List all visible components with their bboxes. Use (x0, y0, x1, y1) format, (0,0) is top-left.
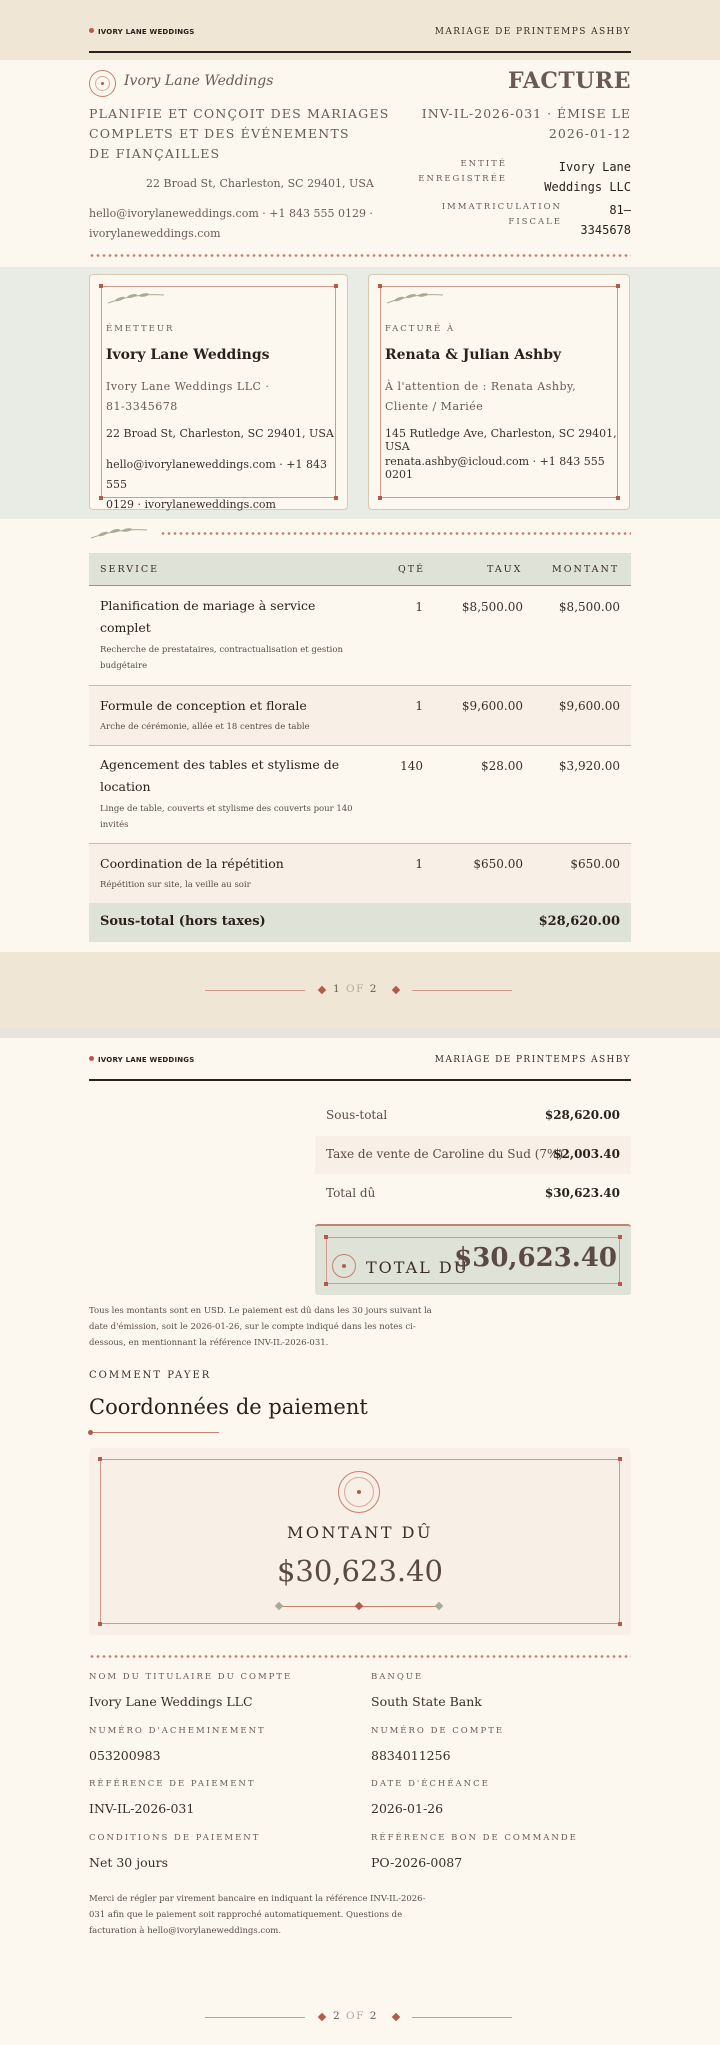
footer-line: facturation à hello@ivorylaneweddings.com. (89, 1926, 282, 1936)
row-amount: $650.00 (570, 857, 620, 871)
row-sub: Arche de cérémonie, allée et 18 centres de table (100, 722, 310, 732)
billed-attn (385, 377, 576, 417)
issuer-name: Ivory Lane Weddings (106, 347, 270, 363)
contact-line: hello@ivorylaneweddings.com · +1 843 555 0129 · (89, 207, 373, 220)
table-row (89, 686, 631, 745)
row-sub: Répétition sur site, la veille au soir (100, 880, 251, 890)
row-title: Coordination de la répétition (100, 856, 284, 871)
row-sub-line: Recherche de prestataires, contractualisation et gestion (100, 645, 343, 655)
amount-due-label: MONTANT DÛ (287, 1523, 433, 1542)
leaf-sprig-icon (385, 291, 445, 305)
footer-note (89, 1891, 425, 1939)
tagline-line: COMPLETS ET DES ÉVÉNEMENTS (89, 126, 350, 141)
doc-title: FACTURE (507, 68, 631, 94)
total-due-box (315, 1224, 631, 1295)
col-qty: QTÉ (398, 564, 426, 575)
subtotal-value: $28,620.00 (538, 914, 620, 929)
issuer-legal (106, 377, 269, 417)
field-label: CONDITIONS DE PAIEMENT (89, 1833, 261, 1843)
header-brand-text: IVORY LANE WEDDINGS (98, 1056, 195, 1064)
field-value: 053200983 (89, 1748, 161, 1763)
row-qty: 1 (415, 857, 423, 871)
totals-row (315, 1136, 631, 1174)
row-qty: 140 (400, 759, 423, 773)
header-rule (89, 51, 631, 53)
pager-current: 2 (333, 2010, 342, 2022)
field-value: 8834011256 (371, 1748, 451, 1763)
company-contact (89, 204, 373, 244)
field-label: NUMÉRO DE COMPTE (371, 1726, 505, 1736)
pager-current: 1 (333, 983, 342, 995)
note-line: Tous les montants sont en USD. Le paiement est dû dans les 30 jours suivant la (89, 1306, 432, 1316)
totals-label: Taxe de vente de Caroline du Sud (7%) (326, 1147, 564, 1161)
billed-name: Renata & Julian Ashby (385, 347, 562, 363)
header-brand-text: IVORY LANE WEDDINGS (98, 28, 195, 36)
diamond-icon (318, 2013, 326, 2021)
pager-of: OF (346, 2010, 365, 2022)
invoice-date: 2026-01-12 (548, 126, 631, 141)
footer-line: Merci de régler par virement bancaire en indiquant la référence INV-IL-2026- (89, 1894, 426, 1904)
row-qty: 1 (415, 600, 423, 614)
entity-value (544, 157, 631, 197)
entity-label-line: ENREGISTRÉE (418, 174, 507, 184)
row-amount: $9,600.00 (558, 699, 620, 713)
row-sub-line: invités (100, 820, 129, 830)
field-label: NOM DU TITULAIRE DU COMPTE (89, 1672, 293, 1682)
note-line: dessous, en mentionnant la référence INV-IL-2026-031. (89, 1338, 329, 1348)
seal-icon (338, 1471, 380, 1513)
dotted-divider (89, 254, 631, 257)
field-value: PO-2026-0087 (371, 1855, 463, 1870)
logo-script: Ivory Lane Weddings (124, 73, 274, 89)
subtotal-row (89, 903, 631, 942)
issuer-contact-line: hello@ivorylaneweddings.com · +1 843 555 (106, 458, 327, 491)
totals-value: $28,620.00 (544, 1108, 620, 1122)
row-title-line: Agencement des tables et stylisme de (100, 757, 340, 772)
field-value: Net 30 jours (89, 1855, 169, 1870)
row-sub-line: Linge de table, couverts et stylisme des couverts pour 140 (100, 804, 353, 814)
totals-value: $30,623.40 (544, 1186, 620, 1200)
dotted-divider (89, 1655, 631, 1658)
header-event-title: MARIAGE DE PRINTEMPS ASHBY (434, 1055, 631, 1065)
header-event-title: MARIAGE DE PRINTEMPS ASHBY (434, 27, 631, 37)
row-title-line: location (100, 779, 151, 794)
pager-line (412, 2017, 512, 2018)
seal-icon (332, 1254, 356, 1278)
entity-label-line: ENTITÉ (460, 159, 507, 169)
entity-value-line: Ivory Lane (558, 160, 631, 174)
pager-line (205, 2017, 305, 2018)
subtotal-label: Sous-total (hors taxes) (100, 914, 266, 929)
reg-value (580, 200, 631, 240)
totals-label: Sous-total (326, 1108, 388, 1122)
footer-line: 031 afin que le paiement soit rapproché automatiquement. Questions de (89, 1910, 403, 1920)
row-sub (100, 642, 343, 674)
row-rate: $28.00 (481, 759, 523, 773)
issuer-card (89, 274, 348, 510)
field-value: South State Bank (371, 1694, 482, 1709)
pager-total: 2 (369, 2010, 378, 2022)
payment-heading: Coordonnées de paiement (89, 1395, 368, 1419)
issuer-legal-line: Ivory Lane Weddings LLC · (106, 380, 270, 393)
leaf-sprig-icon (89, 526, 149, 540)
header-rule (89, 1079, 631, 1081)
amount-due-card (89, 1448, 631, 1635)
invoice-meta (422, 104, 631, 144)
table-row (89, 587, 631, 685)
field-label: DATE D'ÉCHÉANCE (371, 1779, 490, 1789)
issuer-legal-line: 81-3345678 (106, 400, 178, 413)
entity-value-line: Weddings LLC (544, 180, 631, 194)
page-gap (0, 1028, 720, 1038)
pager-1 (333, 983, 378, 995)
field-label: RÉFÉRENCE DE PAIEMENT (89, 1779, 256, 1789)
row-amount: $8,500.00 (558, 600, 620, 614)
totals-label: Total dû (326, 1186, 376, 1200)
field-value: 2026-01-26 (371, 1801, 444, 1816)
row-title (100, 595, 315, 639)
note-line: date d'émission, soit le 2026-01-26, sur le compte indiqué dans les notes ci- (89, 1322, 416, 1332)
diamond-icon (392, 2013, 400, 2021)
underline-dot-icon (88, 1430, 93, 1435)
billed-attn-line: À l'attention de : Renata Ashby, (385, 380, 577, 393)
invoice-number: INV-IL-2026-031 · ÉMISE LE (421, 106, 631, 121)
heading-underline (89, 1432, 219, 1433)
row-title (100, 754, 339, 798)
issuer-label: ÉMETTEUR (106, 324, 175, 334)
issuer-contact-line: 0129 · ivorylaneweddings.com (106, 498, 276, 511)
reg-value-line: 81– (609, 203, 631, 217)
pager-line (205, 990, 305, 991)
field-value: INV-IL-2026-031 (89, 1801, 195, 1816)
row-rate: $650.00 (473, 857, 523, 871)
entity-label (418, 157, 507, 187)
pager-of: OF (346, 983, 365, 995)
row-amount: $3,920.00 (558, 759, 620, 773)
col-amount: MONTANT (552, 564, 620, 575)
pager-line (412, 990, 512, 991)
row-title-line: complet (100, 620, 151, 635)
reg-label-line: IMMATRICULATION (441, 202, 562, 212)
amount-due-value: $30,623.40 (276, 1554, 444, 1588)
total-due-value: $30,623.40 (454, 1243, 617, 1273)
billed-address: 145 Rutledge Ave, Charleston, SC 29401, USA (385, 427, 617, 453)
field-label: NUMÉRO D'ACHEMINEMENT (89, 1726, 266, 1736)
dotted-divider (160, 532, 631, 535)
field-value: Ivory Lane Weddings LLC (89, 1694, 253, 1709)
payment-note (89, 1303, 432, 1351)
brand-dot-icon (89, 28, 94, 33)
col-rate: TAUX (487, 564, 523, 575)
row-title-line: Planification de mariage à service (100, 598, 316, 613)
billed-card (368, 274, 630, 510)
row-rate: $8,500.00 (461, 600, 523, 614)
table-row (89, 746, 631, 843)
field-label: BANQUE (371, 1672, 424, 1682)
row-rate: $9,600.00 (461, 699, 523, 713)
col-service: SERVICE (100, 564, 160, 575)
header-brand (89, 28, 195, 36)
pager-2 (333, 2010, 378, 2022)
issuer-address: 22 Broad St, Charleston, SC 29401, USA (106, 427, 334, 440)
leaf-sprig-icon (106, 291, 166, 305)
reg-label-line: FISCALE (508, 217, 562, 227)
tagline-line: PLANIFIE ET CONÇOIT DES MARIAGES (89, 106, 390, 121)
billed-label: FACTURÉ À (385, 324, 456, 334)
totals-value: $2,003.40 (553, 1147, 620, 1161)
table-header (89, 553, 631, 586)
row-qty: 1 (415, 699, 423, 713)
logo-seal-icon (89, 70, 116, 97)
billed-contact: renata.ashby@icloud.com · +1 843 555 0201 (385, 455, 605, 481)
field-label: RÉFÉRENCE BON DE COMMANDE (371, 1833, 578, 1843)
issuer-contact (106, 455, 347, 515)
brand-dot-icon (89, 1056, 94, 1061)
reg-value-line: 3345678 (580, 223, 631, 237)
total-due-label: TOTAL DÛ (366, 1258, 470, 1277)
contact-line: ivorylaneweddings.com (89, 227, 221, 240)
row-sub (100, 801, 353, 833)
company-address: 22 Broad St, Charleston, SC 29401, USA (146, 177, 374, 190)
reg-label (442, 200, 562, 230)
billed-attn-line: Cliente / Mariée (385, 400, 484, 413)
header-brand (89, 1056, 195, 1064)
tagline-line: DE FIANÇAILLES (89, 146, 221, 161)
how-to-pay-label: COMMENT PAYER (89, 1370, 212, 1381)
totals-row (315, 1175, 631, 1213)
row-title: Formule de conception et florale (100, 698, 307, 713)
totals-row (315, 1097, 631, 1135)
pager-total: 2 (369, 983, 378, 995)
tagline (89, 104, 390, 164)
table-row (89, 844, 631, 903)
row-sub-line: budgétaire (100, 661, 148, 671)
